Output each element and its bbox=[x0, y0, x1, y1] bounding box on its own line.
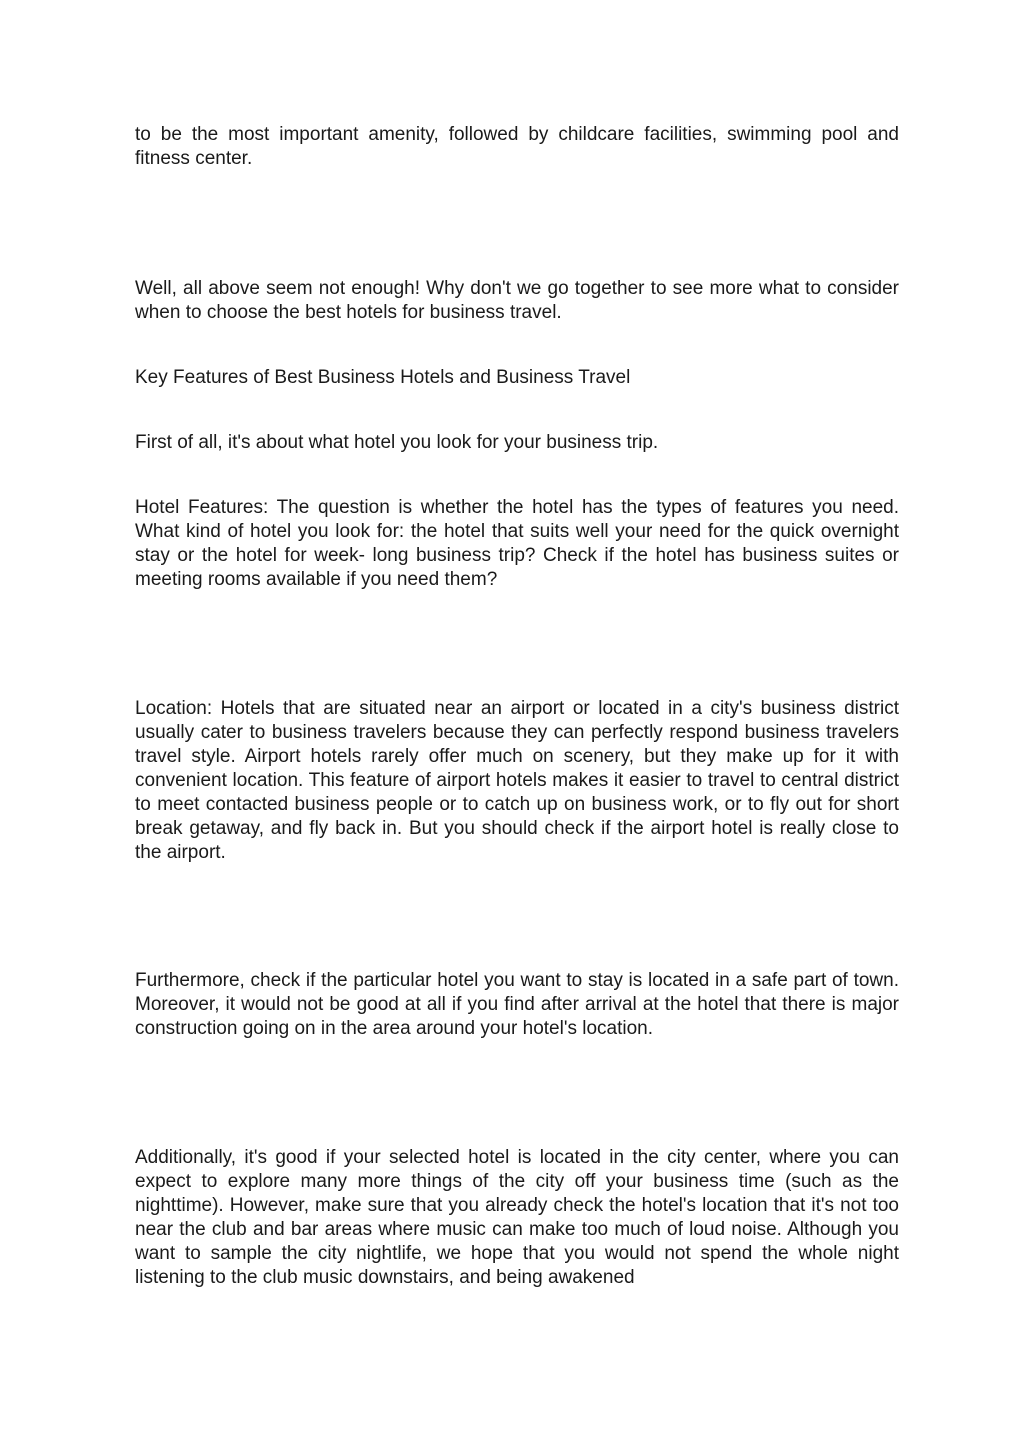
paragraph-not-enough: Well, all above seem not enough! Why don't we go together to see more what to consider when to choose the best hotels for business travel. bbox=[135, 278, 899, 323]
paragraph-first-of-all: First of all, it's about what hotel you look for your business trip. bbox=[135, 432, 659, 453]
paragraph-amenities: to be the most important amenity, followed by childcare facilities, swimming pool and fitness center. bbox=[135, 124, 899, 169]
paragraph-city-center: Additionally, it's good if your selected hotel is located in the city center, where you can expect to explore many more things of the city off your business time (such as the nighttime). However, make sure that you already check the hotel's location that it's not too near the club and bar areas where music can make too much of loud noise. Although you want to sample the city nightlife, we hope that you would not spend the whole night listening to the club music downstairs, and being awakened bbox=[135, 1147, 899, 1288]
section-heading-key-features: Key Features of Best Business Hotels and Business Travel bbox=[135, 367, 631, 388]
paragraph-safety: Furthermore, check if the particular hotel you want to stay is located in a safe part of town. Moreover, it would not be good at all if you find after arrival at the hotel that there is major construction going on in the area around your hotel's location. bbox=[135, 970, 899, 1039]
paragraph-location: Location: Hotels that are situated near an airport or located in a city's business district usually cater to business travelers because they can perfectly respond business travelers travel style. Airport hotels rarely offer much on scenery, but they make up for it with convenient location. This feature of airport hotels makes it easier to travel to central district to meet contacted business people or to catch up on business work, or to fly out for short break getaway, and fly back in. But you should check if the airport hotel is really close to the airport. bbox=[135, 698, 899, 863]
paragraph-hotel-features: Hotel Features: The question is whether the hotel has the types of features you need. What kind of hotel you look for: the hotel that suits well your need for the quick overnight stay or the hotel for week- long business trip? Check if the hotel has business suites or meeting rooms available if you need them? bbox=[135, 497, 899, 590]
